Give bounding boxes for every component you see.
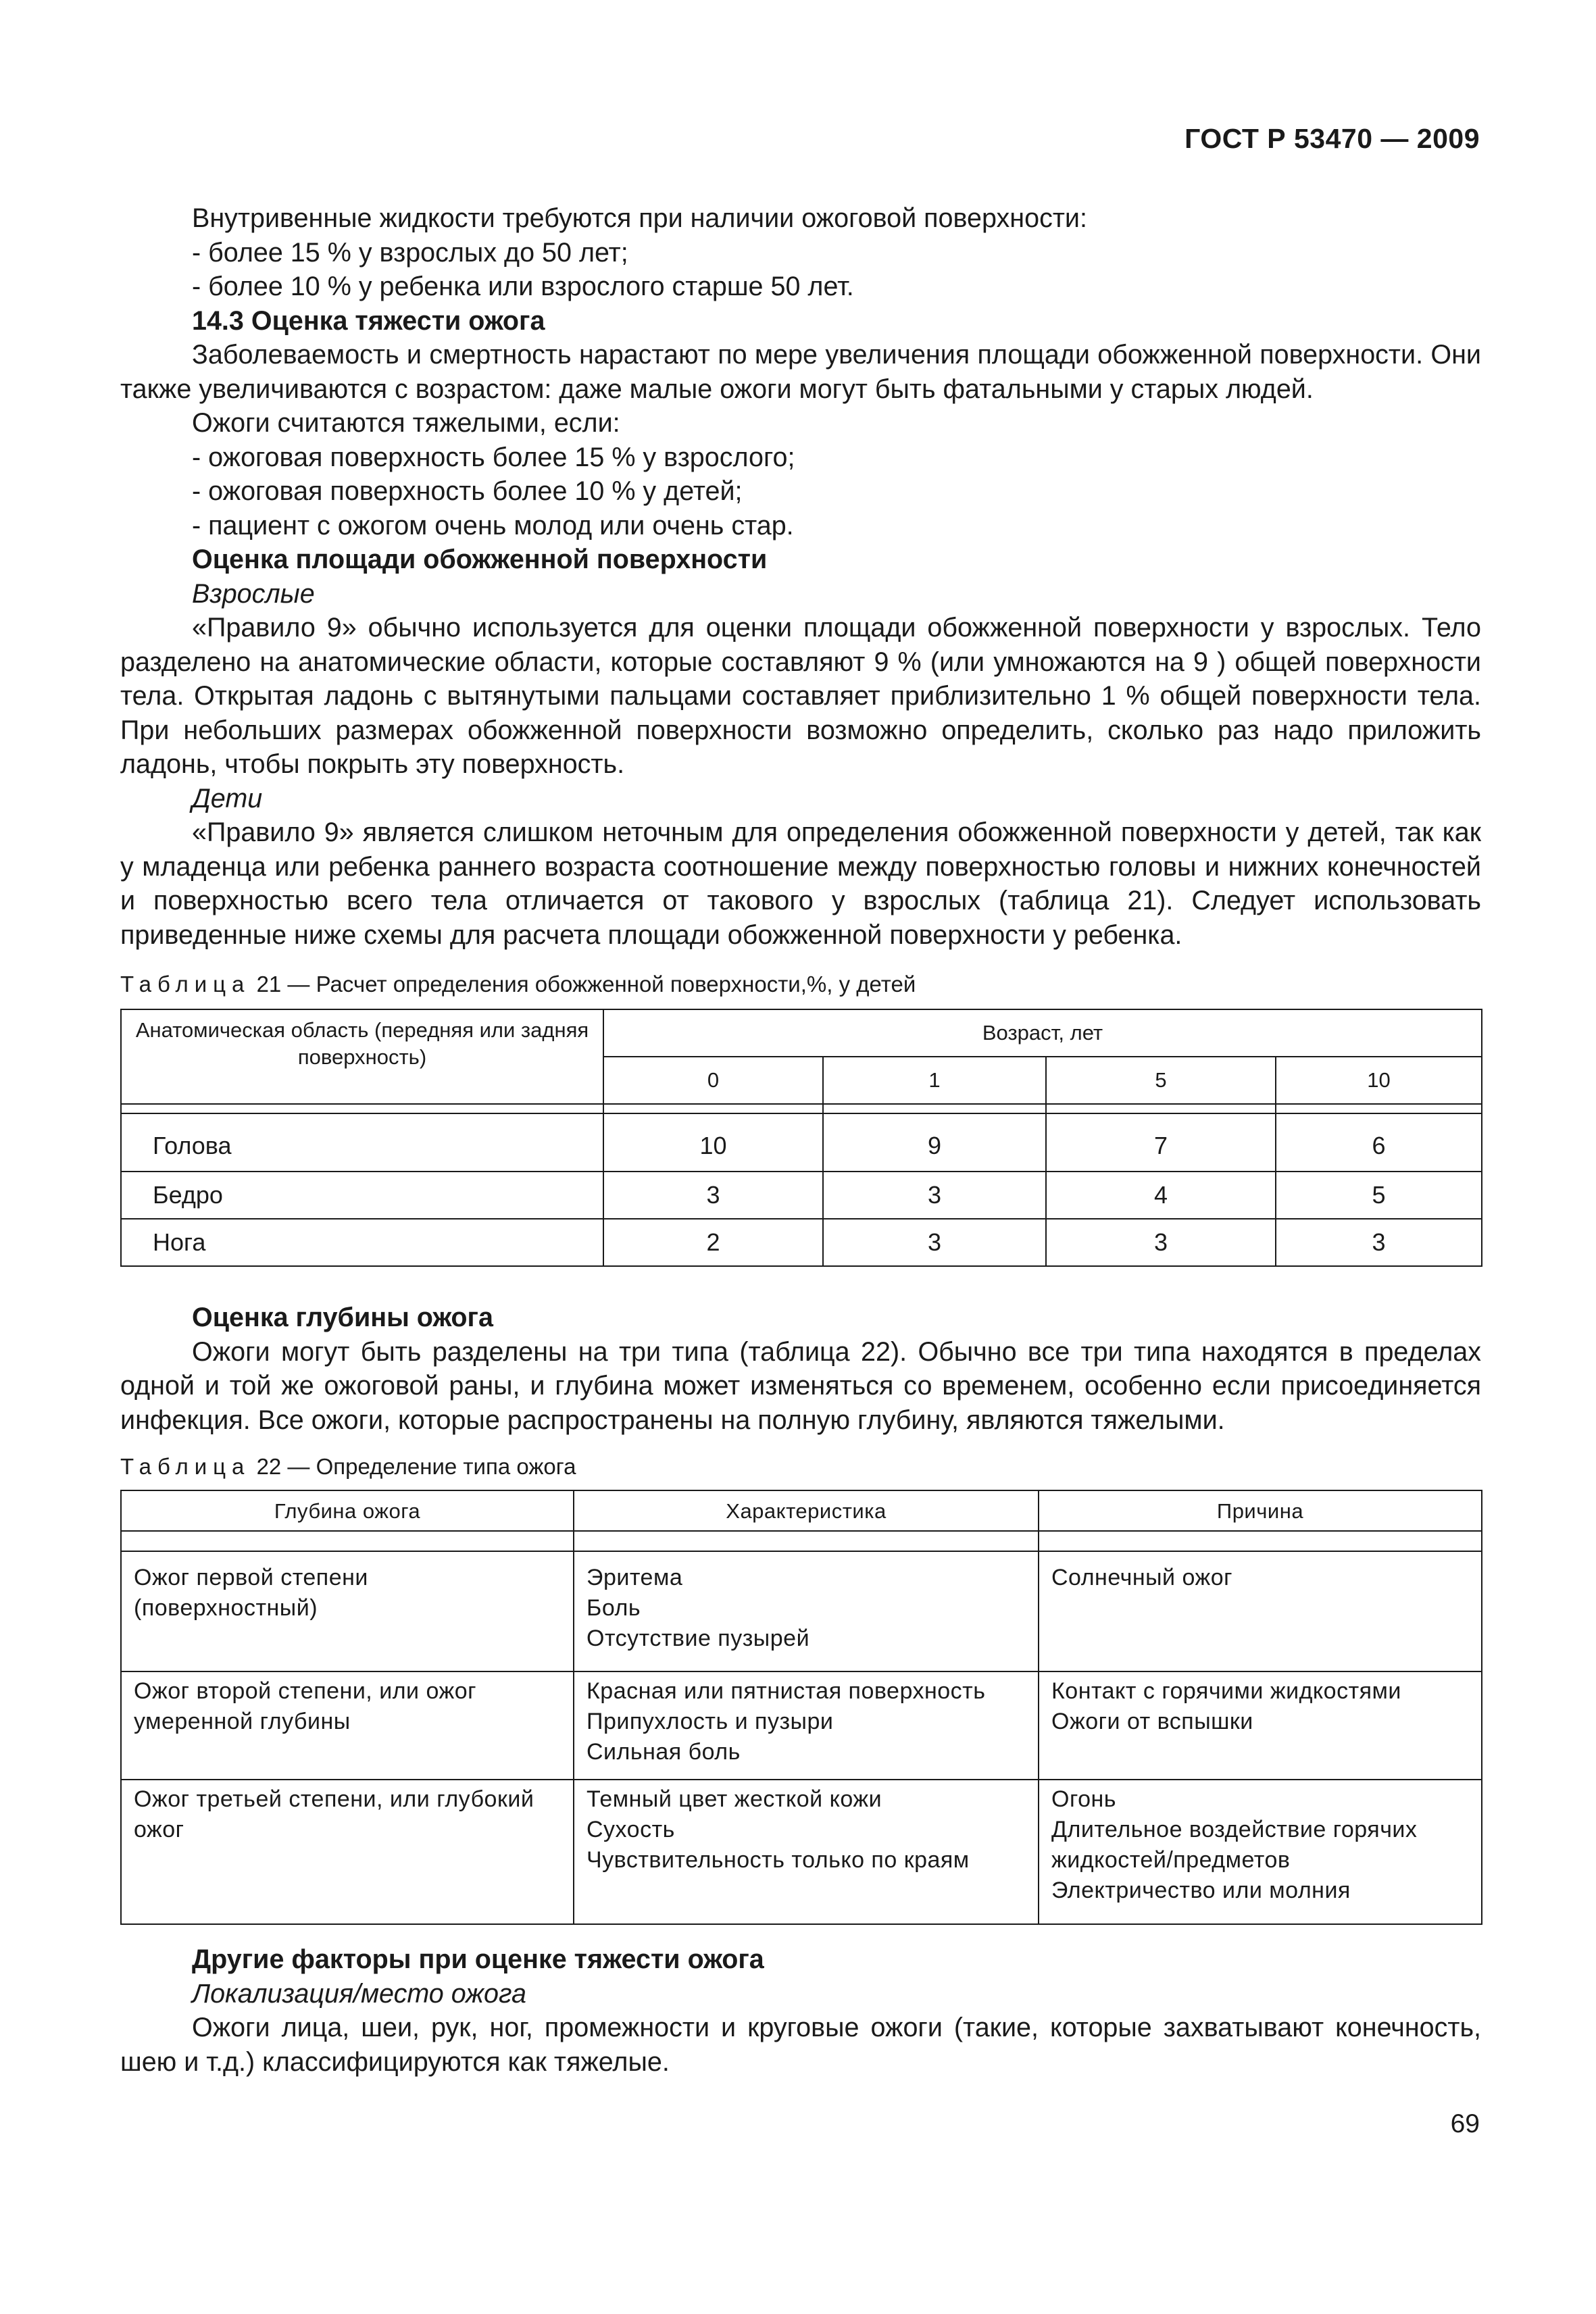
subsection-heading-depth: Оценка глубины ожога bbox=[192, 1303, 493, 1332]
table-row bbox=[121, 1671, 1482, 1780]
table-cell: 3 bbox=[823, 1172, 1046, 1219]
paragraph: «Правило 9» обычно используется для оценки площади обожженной поверхности у взрослых. Тело разделено на анатомические области, которые составляют 9 % (или умножаются на 9 ) общей поверхности тела. Открытая ладонь с вытянутыми пальцами составляет приблизительно 1 % общей поверхности тела. При небольших размерах обожженной поверхности возможно определить, сколько раз надо приложить ладонь, чтобы покрыть эту поверхность. bbox=[120, 613, 1481, 779]
column-header-region: Анатомическая область (передняя или задняя поверхность) bbox=[121, 1009, 603, 1104]
cell-line: Боль bbox=[587, 1595, 641, 1621]
header-separator bbox=[121, 1531, 1482, 1551]
cell-line: Электричество или молния bbox=[1051, 1878, 1351, 1903]
row-label: Бедро bbox=[121, 1172, 603, 1219]
table-cell-causes bbox=[1039, 1671, 1482, 1780]
localization-label: Локализация/место ожога bbox=[192, 1978, 526, 2009]
column-header-causes: Причина bbox=[1039, 1490, 1482, 1531]
table-cell-causes bbox=[1039, 1551, 1482, 1671]
table-caption-prefix: Таблица bbox=[120, 1454, 251, 1479]
section-heading-14-3: 14.3 Оценка тяжести ожога bbox=[192, 305, 545, 336]
table-21-caption bbox=[120, 970, 1481, 999]
table-22-caption bbox=[120, 1452, 1481, 1482]
cell-line: ожог bbox=[134, 1817, 184, 1842]
table-caption-text: 21 — Расчет определения обожженной поверхности,%, у детей bbox=[256, 972, 916, 997]
table-header-row bbox=[121, 1009, 1482, 1057]
page-content bbox=[120, 201, 1481, 2079]
cell-line: (поверхностный) bbox=[134, 1595, 318, 1621]
cell-line: Эритема bbox=[587, 1565, 683, 1590]
row-label: Голова bbox=[121, 1113, 603, 1172]
table-cell: 3 bbox=[1276, 1219, 1482, 1266]
age-header: 0 bbox=[603, 1057, 823, 1104]
cell-line: Отсутствие пузырей bbox=[587, 1626, 810, 1651]
column-header-age: Возраст, лет bbox=[603, 1009, 1482, 1057]
adults-label: Взрослые bbox=[192, 578, 315, 609]
children-label: Дети bbox=[192, 783, 263, 813]
table-cell: 3 bbox=[1046, 1219, 1276, 1266]
table-cell: 3 bbox=[603, 1172, 823, 1219]
list-item: - ожоговая поверхность более 15 % у взрослого; bbox=[192, 442, 795, 472]
paragraph: «Правило 9» является слишком неточным для определения обожженной поверхности у детей, так как у младенца или ребенка раннего возраста соотношение между поверхностью головы и нижних конечностей и поверхностью всего тела отличается от такового у взрослых (таблица 21). Следует использовать приведенные ниже схемы для расчета площади обожженной поверхности у ребенка. bbox=[120, 818, 1481, 950]
cell-line: Красная или пятнистая поверхность bbox=[587, 1678, 986, 1704]
row-label: Нога bbox=[121, 1219, 603, 1266]
table-cell: 5 bbox=[1276, 1172, 1482, 1219]
table-22 bbox=[120, 1490, 1482, 1925]
table-cell-traits bbox=[574, 1780, 1039, 1924]
table-cell: 10 bbox=[603, 1113, 823, 1172]
intro-line: Внутривенные жидкости требуются при наличии ожоговой поверхности: bbox=[192, 203, 1087, 233]
table-cell: 9 bbox=[823, 1113, 1046, 1172]
cell-line: Ожог первой степени bbox=[134, 1565, 368, 1590]
subsection-heading-area: Оценка площади обожженной поверхности bbox=[192, 545, 768, 574]
table-cell-traits bbox=[574, 1671, 1039, 1780]
table-header-row bbox=[121, 1490, 1482, 1531]
cell-line: Ожог второй степени, или ожог bbox=[134, 1678, 477, 1704]
subsection-heading-other: Другие факторы при оценке тяжести ожога bbox=[192, 1944, 764, 1974]
cell-line: Контакт с горячими жидкостями bbox=[1051, 1678, 1401, 1704]
paragraph: Ожоги считаются тяжелыми, если: bbox=[192, 408, 620, 438]
cell-line: умеренной глубины bbox=[134, 1709, 351, 1734]
age-header: 1 bbox=[823, 1057, 1046, 1104]
table-row bbox=[121, 1113, 1482, 1172]
table-21 bbox=[120, 1009, 1482, 1267]
table-cell: 6 bbox=[1276, 1113, 1482, 1172]
cell-line: Солнечный ожог bbox=[1051, 1565, 1233, 1590]
cell-line: Темный цвет жесткой кожи bbox=[587, 1786, 882, 1812]
header-separator bbox=[121, 1104, 1482, 1113]
intro-list-item: - более 15 % у взрослых до 50 лет; bbox=[192, 237, 628, 268]
list-item: - пациент с ожогом очень молод или очень стар. bbox=[192, 510, 794, 540]
table-row bbox=[121, 1551, 1482, 1671]
table-cell: 7 bbox=[1046, 1113, 1276, 1172]
table-cell: 3 bbox=[823, 1219, 1046, 1266]
table-row bbox=[121, 1172, 1482, 1219]
cell-line: жидкостей/предметов bbox=[1051, 1847, 1291, 1873]
column-header-depth: Глубина ожога bbox=[121, 1490, 574, 1531]
cell-line: Сухость bbox=[587, 1817, 675, 1842]
column-header-traits: Характеристика bbox=[574, 1490, 1039, 1531]
page-number: 69 bbox=[1450, 2109, 1480, 2138]
cell-line: Чувствительность только по краям bbox=[587, 1847, 970, 1873]
age-header: 5 bbox=[1046, 1057, 1276, 1104]
table-row bbox=[121, 1219, 1482, 1266]
table-cell-traits bbox=[574, 1551, 1039, 1671]
cell-line: Огонь bbox=[1051, 1786, 1116, 1812]
table-cell-depth bbox=[121, 1780, 574, 1924]
age-header: 10 bbox=[1276, 1057, 1482, 1104]
table-cell: 4 bbox=[1046, 1172, 1276, 1219]
table-caption-prefix: Таблица bbox=[120, 972, 251, 997]
intro-list-item: - более 10 % у ребенка или взрослого старше 50 лет. bbox=[192, 272, 854, 301]
cell-line: Ожог третьей степени, или глубокий bbox=[134, 1786, 534, 1812]
paragraph: Ожоги могут быть разделены на три типа (таблица 22). Обычно все три типа находятся в пределах одной и той же ожоговой раны, и глубина может изменяться со временем, особенно если присоединяется инфекция. Все ожоги, которые распространены на полную глубину, являются тяжелыми. bbox=[120, 1336, 1481, 1435]
table-cell-causes bbox=[1039, 1780, 1482, 1924]
table-cell-depth bbox=[121, 1671, 574, 1780]
table-cell-depth bbox=[121, 1551, 574, 1671]
table-row bbox=[121, 1780, 1482, 1924]
cell-line: Ожоги от вспышки bbox=[1051, 1709, 1253, 1734]
cell-line: Сильная боль bbox=[587, 1739, 741, 1765]
document-id-header: ГОСТ Р 53470 — 2009 bbox=[1184, 123, 1480, 154]
cell-line: Длительное воздействие горячих bbox=[1051, 1817, 1418, 1842]
table-caption-text: 22 — Определение типа ожога bbox=[256, 1454, 576, 1479]
cell-line: Припухлость и пузыри bbox=[587, 1709, 834, 1734]
paragraph: Заболеваемость и смертность нарастают по мере увеличения площади обожженной поверхности. Они также увеличиваются с возрастом: даже малые ожоги могут быть фатальными у старых людей. bbox=[120, 340, 1481, 404]
list-item: - ожоговая поверхность более 10 % у детей; bbox=[192, 476, 743, 506]
paragraph: Ожоги лица, шеи, рук, ног, промежности и круговые ожоги (такие, которые захватывают конечность, шею и т.д.) классифицируются как тяжелые. bbox=[120, 2013, 1481, 2077]
table-cell: 2 bbox=[603, 1219, 823, 1266]
